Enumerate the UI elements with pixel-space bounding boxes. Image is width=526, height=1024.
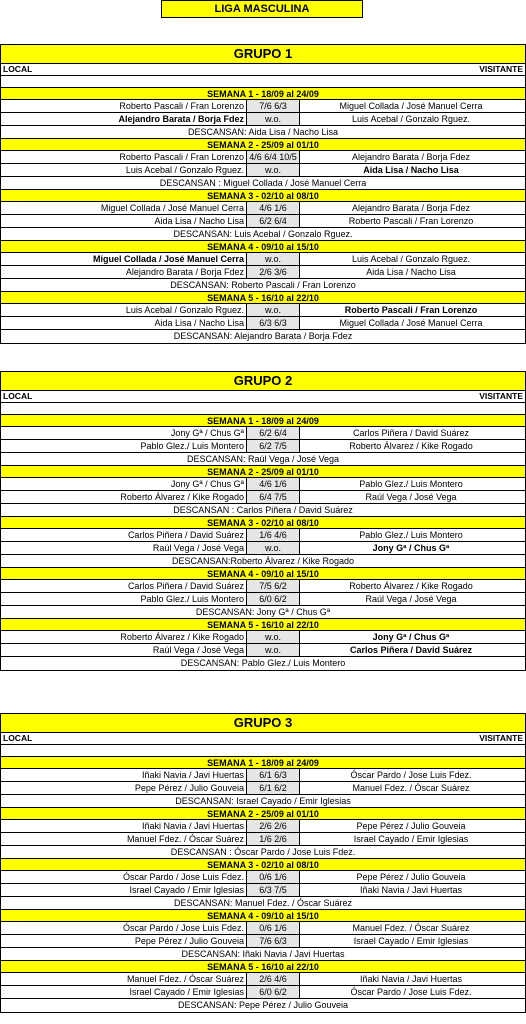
resting-pair: DESCANSAN: Raúl Vega / José Vega bbox=[186, 454, 340, 464]
match-row bbox=[1, 253, 525, 266]
match-row bbox=[1, 427, 525, 440]
resting-pair: DESCANSAN: Luis Acebal / Gonzalo Rguez. bbox=[173, 229, 353, 239]
resting-pair: DESCANSAN : Carlos Piñera / David Suárez bbox=[173, 505, 353, 515]
resting-pair: DESCANSAN: Jony Gª / Chus Gª bbox=[195, 607, 331, 617]
home-team: Luis Acebal / Gonzalo Rguez. bbox=[125, 305, 244, 315]
away-team: Roberto Álvarez / Kike Rogado bbox=[349, 581, 473, 591]
away-team: Alejandro Barata / Borja Fdez bbox=[351, 152, 471, 162]
page-title: LIGA MASCULINA bbox=[161, 0, 363, 18]
resting-pair: DESCANSAN: Roberto Pascali / Fran Lorenzo bbox=[170, 280, 356, 290]
match-row bbox=[1, 922, 525, 935]
week-header: SEMANA 4 - 09/10 al 15/10 bbox=[1, 567, 525, 580]
home-team: Manuel Fdez. / Óscar Suárez bbox=[126, 834, 244, 844]
match-row bbox=[1, 215, 525, 228]
week-header: SEMANA 3 - 02/10 al 08/10 bbox=[1, 858, 525, 871]
match-row bbox=[1, 317, 525, 330]
match-score: 6/1 6/3 bbox=[246, 769, 300, 781]
group-table bbox=[0, 732, 526, 1013]
match-score: 6/2 7/5 bbox=[246, 440, 300, 452]
group-3 bbox=[0, 713, 526, 1013]
match-row bbox=[1, 478, 525, 491]
match-score: 6/2 6/4 bbox=[246, 215, 300, 227]
match-row bbox=[1, 973, 525, 986]
home-team: Miguel Collada / José Manuel Cerra bbox=[92, 254, 244, 264]
away-team: Manuel Fdez. / Óscar Suárez bbox=[352, 923, 470, 933]
group-table bbox=[0, 390, 526, 671]
match-score: w.o. bbox=[246, 644, 300, 656]
resting-pair: DESCANSAN: Pepe Pérez / Julio Gouveia bbox=[177, 1000, 349, 1010]
match-row bbox=[1, 884, 525, 897]
week-header: SEMANA 1 - 18/09 al 24/09 bbox=[1, 756, 525, 769]
home-team: Roberto Pascali / Fran Lorenzo bbox=[119, 101, 244, 111]
match-score: 4/6 6/4 10/5 bbox=[246, 151, 300, 163]
match-row bbox=[1, 782, 525, 795]
match-score: 7/6 6/3 bbox=[246, 935, 300, 947]
match-score: 0/6 1/6 bbox=[246, 871, 300, 883]
match-row bbox=[1, 820, 525, 833]
column-headers bbox=[1, 733, 525, 745]
home-team: Israel Cayado / Emir Iglesias bbox=[129, 885, 244, 895]
match-row bbox=[1, 202, 525, 215]
home-team: Iñaki Navia / Javi Huertas bbox=[141, 770, 244, 780]
match-score: 6/0 6/2 bbox=[246, 986, 300, 998]
home-team: Aida Lisa / Nacho Lisa bbox=[154, 318, 244, 328]
home-team: Raúl Vega / José Vega bbox=[152, 543, 244, 553]
away-team: Miguel Collada / José Manuel Cerra bbox=[339, 101, 483, 111]
match-row bbox=[1, 491, 525, 504]
home-team: Alejandro Barata / Borja Fdez bbox=[118, 114, 244, 124]
resting-pair: DESCANSAN: Pablo Glez./ Luis Montero bbox=[180, 658, 346, 668]
away-team: Jony Gª / Chus Gª bbox=[372, 632, 450, 642]
home-team: Pepe Pérez / Julio Gouveia bbox=[134, 783, 244, 793]
week-header: SEMANA 3 - 02/10 al 08/10 bbox=[1, 516, 525, 529]
match-row bbox=[1, 440, 525, 453]
home-team: Raúl Vega / José Vega bbox=[152, 645, 244, 655]
local-label: LOCAL bbox=[3, 733, 33, 743]
resting-pair: DESCANSAN : Miguel Collada / José Manuel Cerra bbox=[159, 178, 367, 188]
away-team: Carlos Piñera / David Suárez bbox=[352, 428, 470, 438]
home-team: Óscar Pardo / Jose Luis Fdez. bbox=[122, 872, 244, 882]
match-row bbox=[1, 164, 525, 177]
match-row bbox=[1, 542, 525, 555]
match-row bbox=[1, 631, 525, 644]
match-row bbox=[1, 580, 525, 593]
resting-pair: DESCANSAN: Alejandro Barata / Borja Fdez bbox=[173, 331, 353, 341]
home-team: Iñaki Navia / Javi Huertas bbox=[141, 821, 244, 831]
away-team: Luis Acebal / Gonzalo Rguez. bbox=[351, 114, 471, 124]
week-header: SEMANA 5 - 16/10 al 22/10 bbox=[1, 618, 525, 631]
match-row bbox=[1, 529, 525, 542]
home-team: Carlos Piñera / David Suárez bbox=[127, 581, 244, 591]
match-score: w.o. bbox=[246, 304, 300, 316]
home-team: Pepe Pérez / Julio Gouveia bbox=[134, 936, 244, 946]
match-score: 6/0 6/2 bbox=[246, 593, 300, 605]
column-headers bbox=[1, 64, 525, 76]
resting-pair: DESCANSAN:Roberto Álvarez / Kike Rogado bbox=[171, 556, 355, 566]
match-row bbox=[1, 986, 525, 999]
week-header: SEMANA 3 - 02/10 al 08/10 bbox=[1, 189, 525, 202]
match-row bbox=[1, 935, 525, 948]
week-header: SEMANA 2 - 25/09 al 01/10 bbox=[1, 465, 525, 478]
match-score: 2/6 4/6 bbox=[246, 973, 300, 985]
home-team: Pablo Glez./ Luis Montero bbox=[140, 594, 244, 604]
resting-pair: DESCANSAN : Óscar Pardo / Jose Luis Fdez. bbox=[170, 847, 356, 857]
match-score: 4/6 1/6 bbox=[246, 478, 300, 490]
away-team: Aida Lisa / Nacho Lisa bbox=[366, 267, 456, 277]
group-2 bbox=[0, 371, 526, 671]
match-score: 2/6 2/6 bbox=[246, 820, 300, 832]
match-row bbox=[1, 151, 525, 164]
match-score: 6/2 6/4 bbox=[246, 427, 300, 439]
away-team: Roberto Pascali / Fran Lorenzo bbox=[344, 305, 478, 315]
match-row bbox=[1, 644, 525, 657]
week-header: SEMANA 2 - 25/09 al 01/10 bbox=[1, 807, 525, 820]
match-score: 6/4 7/5 bbox=[246, 491, 300, 503]
away-team: Raúl Vega / José Vega bbox=[365, 594, 457, 604]
away-team: Manuel Fdez. / Óscar Suárez bbox=[352, 783, 470, 793]
match-score: 4/6 1/6 bbox=[246, 202, 300, 214]
away-team: Jony Gª / Chus Gª bbox=[372, 543, 450, 553]
away-team: Pepe Pérez / Julio Gouveia bbox=[356, 872, 466, 882]
match-score: 6/1 6/2 bbox=[246, 782, 300, 794]
match-row bbox=[1, 593, 525, 606]
week-header: SEMANA 4 - 09/10 al 15/10 bbox=[1, 240, 525, 253]
match-score: 0/6 1/6 bbox=[246, 922, 300, 934]
away-team: Iñaki Navia / Javi Huertas bbox=[359, 885, 463, 895]
away-team: Raúl Vega / José Vega bbox=[365, 492, 457, 502]
week-header: SEMANA 1 - 18/09 al 24/09 bbox=[1, 414, 525, 427]
match-row bbox=[1, 266, 525, 279]
away-team: Óscar Pardo / Jose Luis Fdez. bbox=[350, 987, 472, 997]
match-score: 7/5 6/2 bbox=[246, 580, 300, 592]
resting-pair: DESCANSAN: Manuel Fdez. / Óscar Suárez bbox=[173, 898, 353, 908]
group-header: GRUPO 1 bbox=[0, 44, 526, 63]
match-score: w.o. bbox=[246, 113, 300, 125]
away-team: Luis Acebal / Gonzalo Rguez. bbox=[351, 254, 471, 264]
away-team: Pablo Glez./ Luis Montero bbox=[359, 530, 463, 540]
home-team: Pablo Glez./ Luis Montero bbox=[140, 441, 244, 451]
away-team: Pepe Pérez / Julio Gouveia bbox=[356, 821, 466, 831]
home-team: Roberto Álvarez / Kike Rogado bbox=[120, 632, 244, 642]
group-table bbox=[0, 63, 526, 344]
home-team: Jony Gª / Chus Gª bbox=[170, 479, 244, 489]
home-team: Roberto Pascali / Fran Lorenzo bbox=[119, 152, 244, 162]
home-team: Carlos Piñera / David Suárez bbox=[127, 530, 244, 540]
match-row bbox=[1, 100, 525, 113]
match-row bbox=[1, 769, 525, 782]
home-team: Aida Lisa / Nacho Lisa bbox=[154, 216, 244, 226]
week-header: SEMANA 5 - 16/10 al 22/10 bbox=[1, 291, 525, 304]
match-row bbox=[1, 304, 525, 317]
resting-pair: DESCANSAN: Israel Cayado / Emir Iglesias bbox=[175, 796, 351, 806]
group-header: GRUPO 2 bbox=[0, 371, 526, 390]
away-team: Carlos Piñera / David Suárez bbox=[349, 645, 473, 655]
match-score: 2/6 3/6 bbox=[246, 266, 300, 278]
home-team: Óscar Pardo / Jose Luis Fdez. bbox=[122, 923, 244, 933]
home-team: Miguel Collada / José Manuel Cerra bbox=[100, 203, 244, 213]
match-score: 7/6 6/3 bbox=[246, 100, 300, 112]
match-score: w.o. bbox=[246, 253, 300, 265]
match-score: w.o. bbox=[246, 164, 300, 176]
match-row bbox=[1, 113, 525, 126]
week-header: SEMANA 2 - 25/09 al 01/10 bbox=[1, 138, 525, 151]
away-team: Óscar Pardo / Jose Luis Fdez. bbox=[350, 770, 472, 780]
home-team: Manuel Fdez. / Óscar Suárez bbox=[126, 974, 244, 984]
local-label: LOCAL bbox=[3, 64, 33, 74]
week-header: SEMANA 5 - 16/10 al 22/10 bbox=[1, 960, 525, 973]
away-team: Miguel Collada / José Manuel Cerra bbox=[339, 318, 483, 328]
away-team: Aida Lisa / Nacho Lisa bbox=[363, 165, 459, 175]
match-score: 1/6 4/6 bbox=[246, 529, 300, 541]
visitante-label: VISITANTE bbox=[479, 733, 523, 743]
match-row bbox=[1, 871, 525, 884]
away-team: Israel Cayado / Emir Iglesias bbox=[353, 834, 469, 844]
match-row bbox=[1, 833, 525, 846]
local-label: LOCAL bbox=[3, 391, 33, 401]
home-team: Jony Gª / Chus Gª bbox=[170, 428, 244, 438]
column-headers bbox=[1, 391, 525, 403]
away-team: Iñaki Navia / Javi Huertas bbox=[359, 974, 463, 984]
away-team: Roberto Pascali / Fran Lorenzo bbox=[348, 216, 474, 226]
resting-pair: DESCANSAN: Iñaki Navia / Javi Huertas bbox=[181, 949, 345, 959]
match-score: 6/3 6/3 bbox=[246, 317, 300, 329]
match-score: 6/3 7/5 bbox=[246, 884, 300, 896]
visitante-label: VISITANTE bbox=[479, 391, 523, 401]
week-header: SEMANA 4 - 09/10 al 15/10 bbox=[1, 909, 525, 922]
away-team: Israel Cayado / Emir Iglesias bbox=[353, 936, 469, 946]
away-team: Roberto Álvarez / Kike Rogado bbox=[349, 441, 473, 451]
group-1 bbox=[0, 44, 526, 344]
match-score: w.o. bbox=[246, 542, 300, 554]
visitante-label: VISITANTE bbox=[479, 64, 523, 74]
home-team: Israel Cayado / Emir Iglesias bbox=[129, 987, 244, 997]
home-team: Alejandro Barata / Borja Fdez bbox=[125, 267, 244, 277]
home-team: Luis Acebal / Gonzalo Rguez. bbox=[125, 165, 244, 175]
match-score: w.o. bbox=[246, 631, 300, 643]
away-team: Alejandro Barata / Borja Fdez bbox=[351, 203, 471, 213]
week-header: SEMANA 1 - 18/09 al 24/09 bbox=[1, 87, 525, 100]
away-team: Pablo Glez./ Luis Montero bbox=[359, 479, 463, 489]
match-score: 1/6 2/6 bbox=[246, 833, 300, 845]
resting-pair: DESCANSAN: Aida Lisa / Nacho Lisa bbox=[187, 127, 339, 137]
group-header: GRUPO 3 bbox=[0, 713, 526, 732]
home-team: Roberto Álvarez / Kike Rogado bbox=[120, 492, 244, 502]
